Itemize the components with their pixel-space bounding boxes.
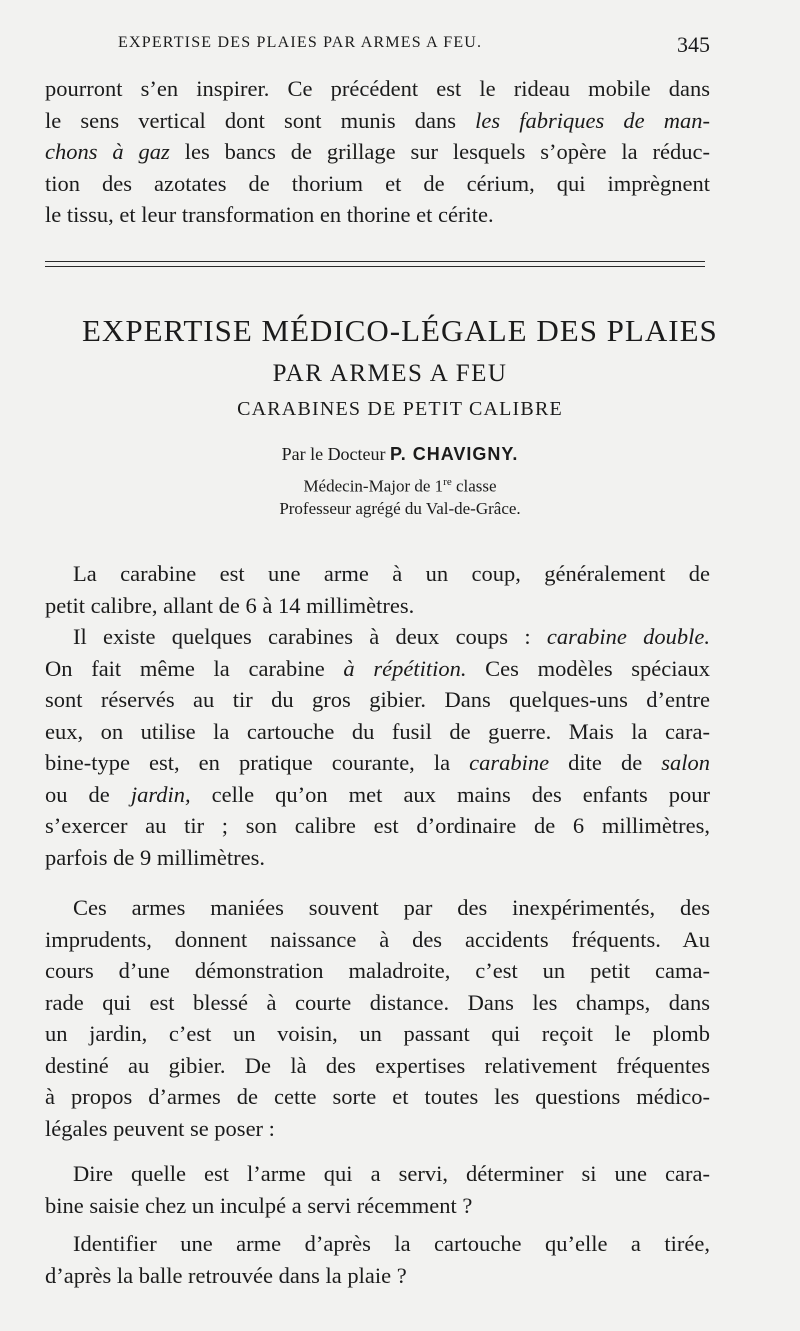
text-line: cours d’une démonstration maladroite, c’est un petit cama- xyxy=(45,958,710,983)
body-paragraph-3 xyxy=(45,892,710,1144)
text-line: bine saisie chez un inculpé a servi récemment ? xyxy=(45,1192,473,1218)
text-line: à propos d’armes de cette sorte et toutes les questions médico- xyxy=(45,1084,710,1109)
running-title: EXPERTISE DES PLAIES PAR ARMES A FEU. xyxy=(118,34,483,51)
text-line: ou de jardin, celle qu’on met aux mains des enfants pour xyxy=(45,781,710,807)
text-line: imprudents, donnent naissance à des accidents fréquents. Au xyxy=(45,926,710,952)
body-paragraph-5 xyxy=(45,1228,710,1291)
byline-prefix: Par le Docteur xyxy=(281,444,386,464)
author-name: P. CHAVIGNY. xyxy=(390,444,519,464)
text-line: sont réservés au tir du gros gibier. Dans quelques-uns d’entre xyxy=(45,687,710,712)
text-line: petit calibre, allant de 6 à 14 millimètres. xyxy=(45,592,415,618)
body-paragraph-1 xyxy=(45,558,710,621)
text-line: le tissu, et leur transformation en thorine et cérite. xyxy=(45,202,494,227)
body-paragraph-4 xyxy=(45,1158,710,1221)
text-line: d’après la balle retrouvée dans la plaie ? xyxy=(45,1262,407,1288)
affiliation-title: Professeur agrégé du Val-de-Grâce. xyxy=(279,499,521,518)
text-line: La carabine est une arme à un coup, généralement de xyxy=(73,561,710,586)
text-line: Il existe quelques carabines à deux coups : carabine double. xyxy=(73,624,710,649)
text-line: Dire quelle est l’arme qui a servi, déterminer si une cara- xyxy=(73,1161,710,1186)
section-heading: CARABINES DE PETIT CALIBRE xyxy=(237,398,563,420)
text-line: parfois de 9 millimètres. xyxy=(45,844,265,870)
text-line: légales peuvent se poser : xyxy=(45,1115,275,1141)
section-rule-top xyxy=(45,261,705,262)
article-title: EXPERTISE MÉDICO-LÉGALE DES PLAIES xyxy=(82,313,718,348)
text-line: On fait même la carabine à répétition. Ces modèles spéciaux xyxy=(45,655,711,681)
text-line: pourront s’en inspirer. Ce précédent est le rideau mobile dans xyxy=(45,76,710,101)
text-line: eux, on utilise la cartouche du fusil de guerre. Mais la cara- xyxy=(45,718,710,744)
affiliation-rank: Médecin-Major de 1re classe xyxy=(303,476,497,496)
text-line: le sens vertical dont sont munis dans les fabriques de man- xyxy=(45,107,711,133)
text-line: s’exercer au tir ; son calibre est d’ordinaire de 6 millimètres, xyxy=(45,813,710,838)
article-subtitle: PAR ARMES A FEU xyxy=(272,360,508,387)
body-paragraph-2 xyxy=(45,621,710,873)
text-line: bine-type est, en pratique courante, la carabine dite de salon xyxy=(45,750,711,775)
section-rule-bottom xyxy=(45,266,705,267)
text-line: destiné au gibier. De là des expertises relativement fréquentes xyxy=(45,1052,710,1078)
text-line: chons à gaz les bancs de grillage sur lesquels s’opère la réduc- xyxy=(45,139,711,164)
text-line: Ces armes maniées souvent par des inexpérimentés, des xyxy=(73,895,710,920)
text-line: Identifier une arme d’après la cartouche qu’elle a tirée, xyxy=(73,1231,710,1256)
text-line: rade qui est blessé à courte distance. Dans les champs, dans xyxy=(45,989,710,1015)
text-line: tion des azotates de thorium et de cérium, qui imprègnent xyxy=(45,170,710,196)
carryover-paragraph xyxy=(45,73,710,231)
text-line: un jardin, c’est un voisin, un passant qui reçoit le plomb xyxy=(45,1021,710,1046)
byline xyxy=(160,444,640,465)
page-number: 345 xyxy=(677,32,710,57)
